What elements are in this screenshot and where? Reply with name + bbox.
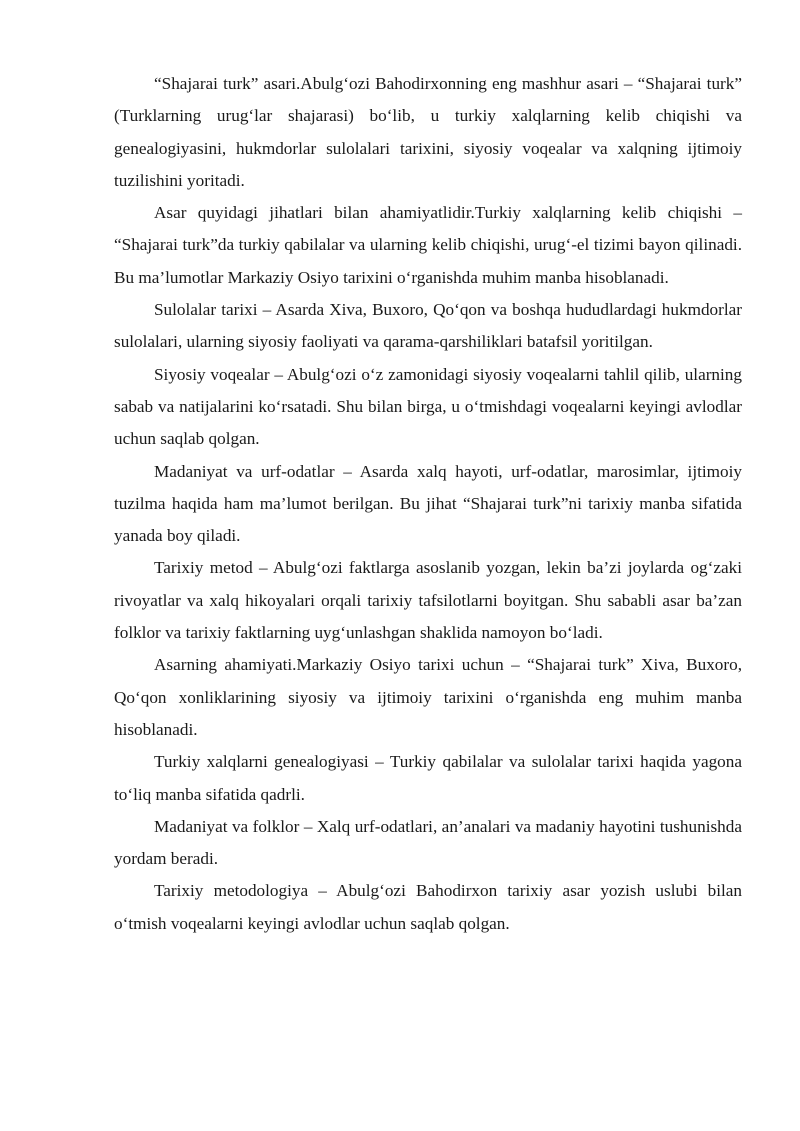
paragraph-political-events: Siyosiy voqealar – Abulg‘ozi o‘z zamonidagi siyosiy voqealarni tahlil qilib, ularning sabab va natijalarini ko‘rsatadi. Shu bilan birga, u o‘tmishdagi voqealarni keyingi avlodlar uchun saqlab qolgan. [114,364,742,449]
paragraph-methodology: Tarixiy metodologiya – Abulg‘ozi Bahodirxon tarixiy asar yozish uslubi bilan o‘tmish voqealarni keyingi avlodlar uchun saqlab qolgan. [114,881,742,933]
paragraph-historical-method: Tarixiy metod – Abulg‘ozi faktlarga asoslanib yozgan, lekin ba’zi joylarda og‘zaki rivoyatlar va xalq hikoyalari orqali tarixiy tafsilotlarni boyitgan. Shu sababli asar ba’zan folklor va tarixiy faktlarning uyg‘unlashgan shaklida namoyon bo‘ladi. [114,558,742,643]
paragraph-significance: Asarning ahamiyati.Markaziy Osiyo tarixi uchun – “Shajarai turk” Xiva, Buxoro, Qo‘qon xonliklarining siyosiy va ijtimoiy tarixini o‘rganishda eng muhim manba hisoblanadi. [114,655,742,739]
paragraph-turkic-origins: Asar quyidagi jihatlari bilan ahamiyatlidir.Turkiy xalqlarning kelib chiqishi – “Shajarai turk”da turkiy qabilalar va ularning kelib chiqishi, urug‘-el tizimi bayon qilinadi. Bu ma’lumotlar Markaziy Osiyo tarixini o‘rganishda muhim manba hisoblanadi. [114,203,742,287]
paragraph-culture-folklore: Madaniyat va folklor – Xalq urf-odatlari, an’analari va madaniy hayotini tushunishda yordam beradi. [114,816,742,869]
paragraph-shajarai-turk-intro: “Shajarai turk” asari.Abulg‘ozi Bahodirxonning eng mashhur asari – “Shajarai turk” (Turklarning urug‘lar shajarasi) bo‘lib, u turkiy xalqlarning kelib chiqishi va genealogiyasini, hukmdorlar sulolalari tarixini, siyosiy voqealar va xalqning ijtimoiy tuzilishini yoritadi. [114,74,742,190]
document-page [114,68,742,940]
paragraph-dynasty-history: Sulolalar tarixi – Asarda Xiva, Buxoro, Qo‘qon va boshqa hududlardagi hukmdorlar sulolalari, ularning siyosiy faoliyati va qarama-qarshiliklari batafsil yoritilgan. [114,300,742,352]
paragraph-genealogy: Turkiy xalqlarni genealogiyasi – Turkiy qabilalar va sulolalar tarixi haqida yagona to‘liq manba sifatida qadrli. [114,752,742,804]
paragraph-culture-customs: Madaniyat va urf-odatlar – Asarda xalq hayoti, urf-odatlar, marosimlar, ijtimoiy tuzilma haqida ham ma’lumot berilgan. Bu jihat “Shajarai turk”ni tarixiy manba sifatida yanada boy qiladi. [114,461,742,546]
